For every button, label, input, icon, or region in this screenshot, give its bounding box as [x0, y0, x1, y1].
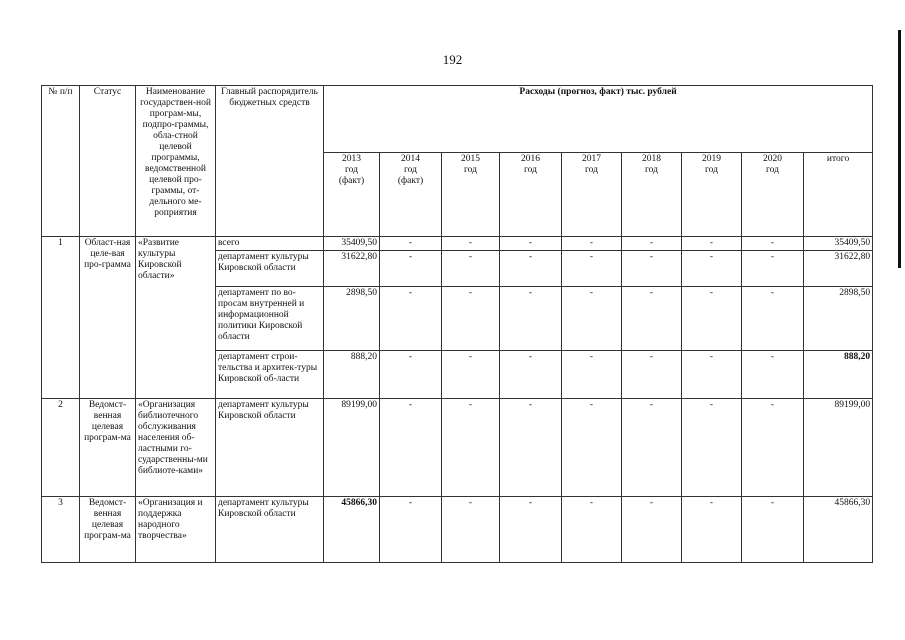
header-year: 2015 год	[442, 153, 500, 237]
header-year: 2014 год (факт)	[380, 153, 442, 237]
row-value: -	[562, 351, 622, 399]
row-value: -	[682, 399, 742, 497]
row-value: -	[682, 351, 742, 399]
row-value: -	[682, 497, 742, 563]
header-expenses: Расходы (прогноз, факт) тыс. рублей	[324, 86, 873, 153]
row-value: -	[500, 351, 562, 399]
row-value: 89199,00	[804, 399, 873, 497]
row-distributor: департамент культуры Кировской области	[216, 497, 324, 563]
header-year: 2013 год (факт)	[324, 153, 380, 237]
row-value: -	[442, 351, 500, 399]
row-value: 888,20	[804, 351, 873, 399]
row-status: Ведомст-венная целевая програм-ма	[80, 497, 136, 563]
row-value: -	[380, 399, 442, 497]
row-value: -	[742, 497, 804, 563]
row-value: -	[442, 287, 500, 351]
row-value: 2898,50	[324, 287, 380, 351]
row-value: -	[742, 251, 804, 287]
header-status: Статус	[80, 86, 136, 237]
table-row	[42, 399, 873, 497]
row-program-name: «Организация и поддержка народного творчества»	[136, 497, 216, 563]
table-row	[42, 497, 873, 563]
row-number: 2	[42, 399, 80, 497]
row-number: 1	[42, 237, 80, 399]
row-value: -	[442, 497, 500, 563]
row-value: -	[622, 251, 682, 287]
row-value: 888,20	[324, 351, 380, 399]
row-value: -	[742, 287, 804, 351]
row-value: -	[742, 399, 804, 497]
row-value: 89199,00	[324, 399, 380, 497]
row-status: Област-ная целе-вая про-грамма	[80, 237, 136, 399]
header-year: 2017 год	[562, 153, 622, 237]
header-num: № п/п	[42, 86, 80, 237]
row-distributor: департамент культуры Кировской области	[216, 399, 324, 497]
header-year: 2020 год	[742, 153, 804, 237]
row-value: -	[622, 287, 682, 351]
row-value: -	[682, 237, 742, 251]
header-year: 2016 год	[500, 153, 562, 237]
row-value: -	[682, 287, 742, 351]
row-value: -	[742, 237, 804, 251]
row-value: -	[380, 237, 442, 251]
row-value: 35409,50	[804, 237, 873, 251]
row-value: -	[682, 251, 742, 287]
header-year: 2019 год	[682, 153, 742, 237]
row-value: -	[500, 251, 562, 287]
row-value: -	[500, 497, 562, 563]
header-year: итого	[804, 153, 873, 237]
row-value: -	[500, 399, 562, 497]
row-distributor: всего	[216, 237, 324, 251]
row-value: -	[380, 287, 442, 351]
margin-bar	[898, 30, 901, 268]
row-value: -	[442, 251, 500, 287]
row-value: -	[622, 351, 682, 399]
row-value: -	[442, 237, 500, 251]
row-value: -	[742, 351, 804, 399]
row-value: 2898,50	[804, 287, 873, 351]
header-year: 2018 год	[622, 153, 682, 237]
row-value: -	[562, 399, 622, 497]
row-value: -	[562, 237, 622, 251]
row-value: -	[562, 497, 622, 563]
row-value: 31622,80	[804, 251, 873, 287]
table-row	[42, 237, 873, 251]
row-value: -	[442, 399, 500, 497]
row-value: -	[562, 251, 622, 287]
header-distributor: Главный распорядитель бюджетных средств	[216, 86, 324, 237]
row-distributor: департамент культуры Кировской области	[216, 251, 324, 287]
row-value: -	[380, 351, 442, 399]
row-value: -	[622, 399, 682, 497]
row-value: 35409,50	[324, 237, 380, 251]
row-program-name: «Организация библиотечного обслуживания населения об-ластными го-сударственны-ми библиоте-ками»	[136, 399, 216, 497]
row-value: -	[500, 237, 562, 251]
row-value: 31622,80	[324, 251, 380, 287]
row-value: -	[622, 497, 682, 563]
row-value: 45866,30	[324, 497, 380, 563]
row-value: -	[562, 287, 622, 351]
row-status: Ведомст-венная целевая програм-ма	[80, 399, 136, 497]
row-distributor: департамент строи-тельства и архитек-туры Кировской об-ласти	[216, 351, 324, 399]
row-value: -	[622, 237, 682, 251]
row-value: -	[380, 251, 442, 287]
row-value: -	[380, 497, 442, 563]
row-number: 3	[42, 497, 80, 563]
page-number: 192	[442, 52, 463, 67]
row-distributor: департамент по во-просам внутренней и информационной политики Кировской области	[216, 287, 324, 351]
row-value: -	[500, 287, 562, 351]
header-name: Наименование государствен-ной програм-мы, подпро-граммы, обла-стной целевой программы, ведомственной целевой про-граммы, от-дельного ме-роприятия	[136, 86, 216, 237]
expenses-table	[41, 85, 873, 563]
row-program-name: «Развитие культуры Кировской области»	[136, 237, 216, 399]
row-value: 45866,30	[804, 497, 873, 563]
